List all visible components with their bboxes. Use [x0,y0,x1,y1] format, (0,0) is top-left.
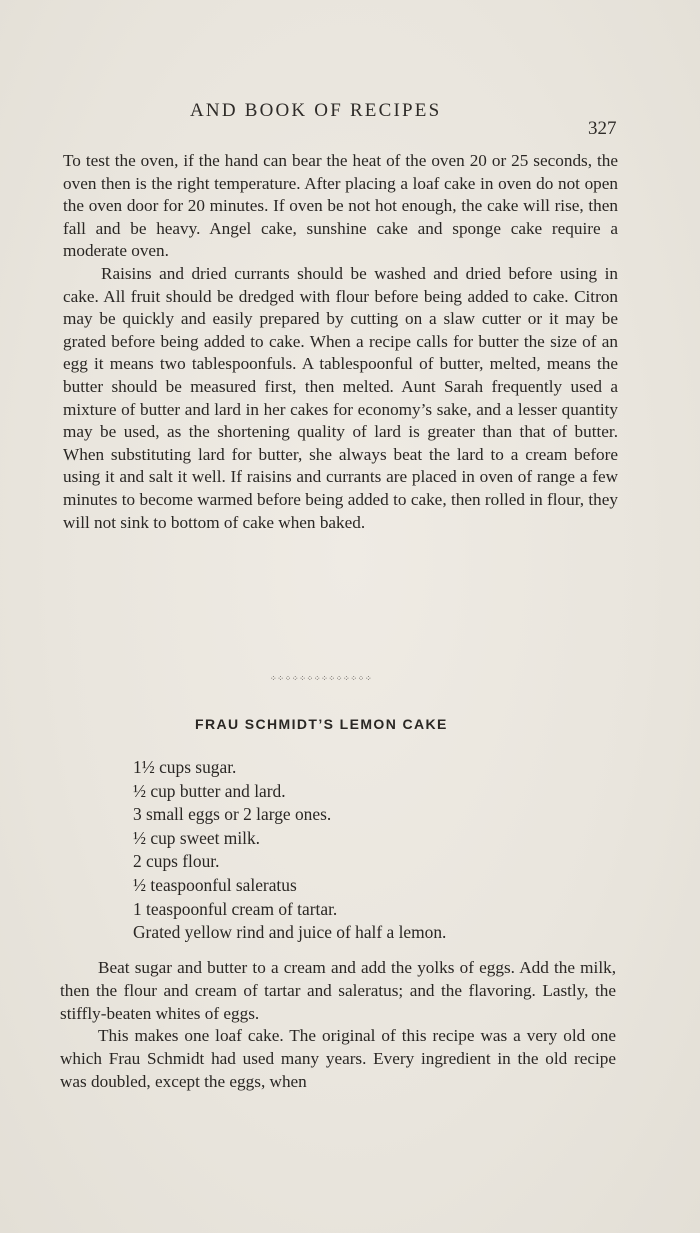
ingredient-item: ½ cup butter and lard. [133,780,286,801]
intro-paragraph: Raisins and dried currants should be washed and dried before using in cake. All fruit should be dredged with flour before being added to cake. Citron may be quickly and easily prepared by cutting on a slaw cutter or it may be grated before being added to cake. When a recipe calls for butter the size of an egg it means two tablespoonfuls. A tablespoonful of butter, melted, means the butter should be measured first, then melted. Aunt Sarah frequently used a mixture of butter and lard in her cakes for economy’s sake, and a lesser quantity may be used, as the shortening quality of lard is greater than that of butter. When substituting lard for butter, she always beat the lard to a cream before using it and salt it well. If raisins and currants are placed in oven of range a few minutes to become warmed before being added to cake, then rolled in flour, they will not sink to bottom of cake when baked. [63,263,618,532]
ingredient-item: 2 cups flour. [133,851,220,872]
ingredient-item: 3 small eggs or 2 large ones. [133,804,332,825]
intro-paragraph: To test the oven, if the hand can bear the heat of the oven 20 or 25 seconds, the oven then is the right temperature. After placing a loaf cake in oven do not open the oven door for 20 minutes. If oven be not hot enough, the cake will rise, then fall and be heavy. Angel cake, sunshine cake and sponge cake require a moderate oven. [63,151,618,261]
method-paragraph: This makes one loaf cake. The original of this recipe was a very old one which Frau Schmidt had used many years. Every ingredient in the old recipe was doubled, except the eggs, when [60,1026,616,1091]
intro-section [63,150,618,534]
section-ornament: ⁘⁘⁘⁘⁘⁘⁘⁘⁘⁘⁘⁘⁘⁘ [270,674,373,683]
ingredient-item: ½ teaspoonful saleratus [133,874,297,895]
ingredient-item: 1½ cups sugar. [133,757,237,777]
recipe-title: FRAU SCHMIDT’S LEMON CAKE [195,716,448,732]
ingredient-item: 1 teaspoonful cream of tartar. [133,898,338,919]
running-head: AND BOOK OF RECIPES [190,100,442,121]
ingredient-item: Grated yellow rind and juice of half a lemon. [133,922,447,943]
ingredient-item: ½ cup sweet milk. [133,827,261,848]
ingredient-list [133,756,446,945]
method-paragraph: Beat sugar and butter to a cream and add the yolks of eggs. Add the milk, then the flour and cream of tartar and saleratus; and the flavoring. Lastly, the stiffly-beaten whites of eggs. [60,958,616,1023]
method-section [60,957,616,1094]
page-number: 327 [588,118,617,139]
